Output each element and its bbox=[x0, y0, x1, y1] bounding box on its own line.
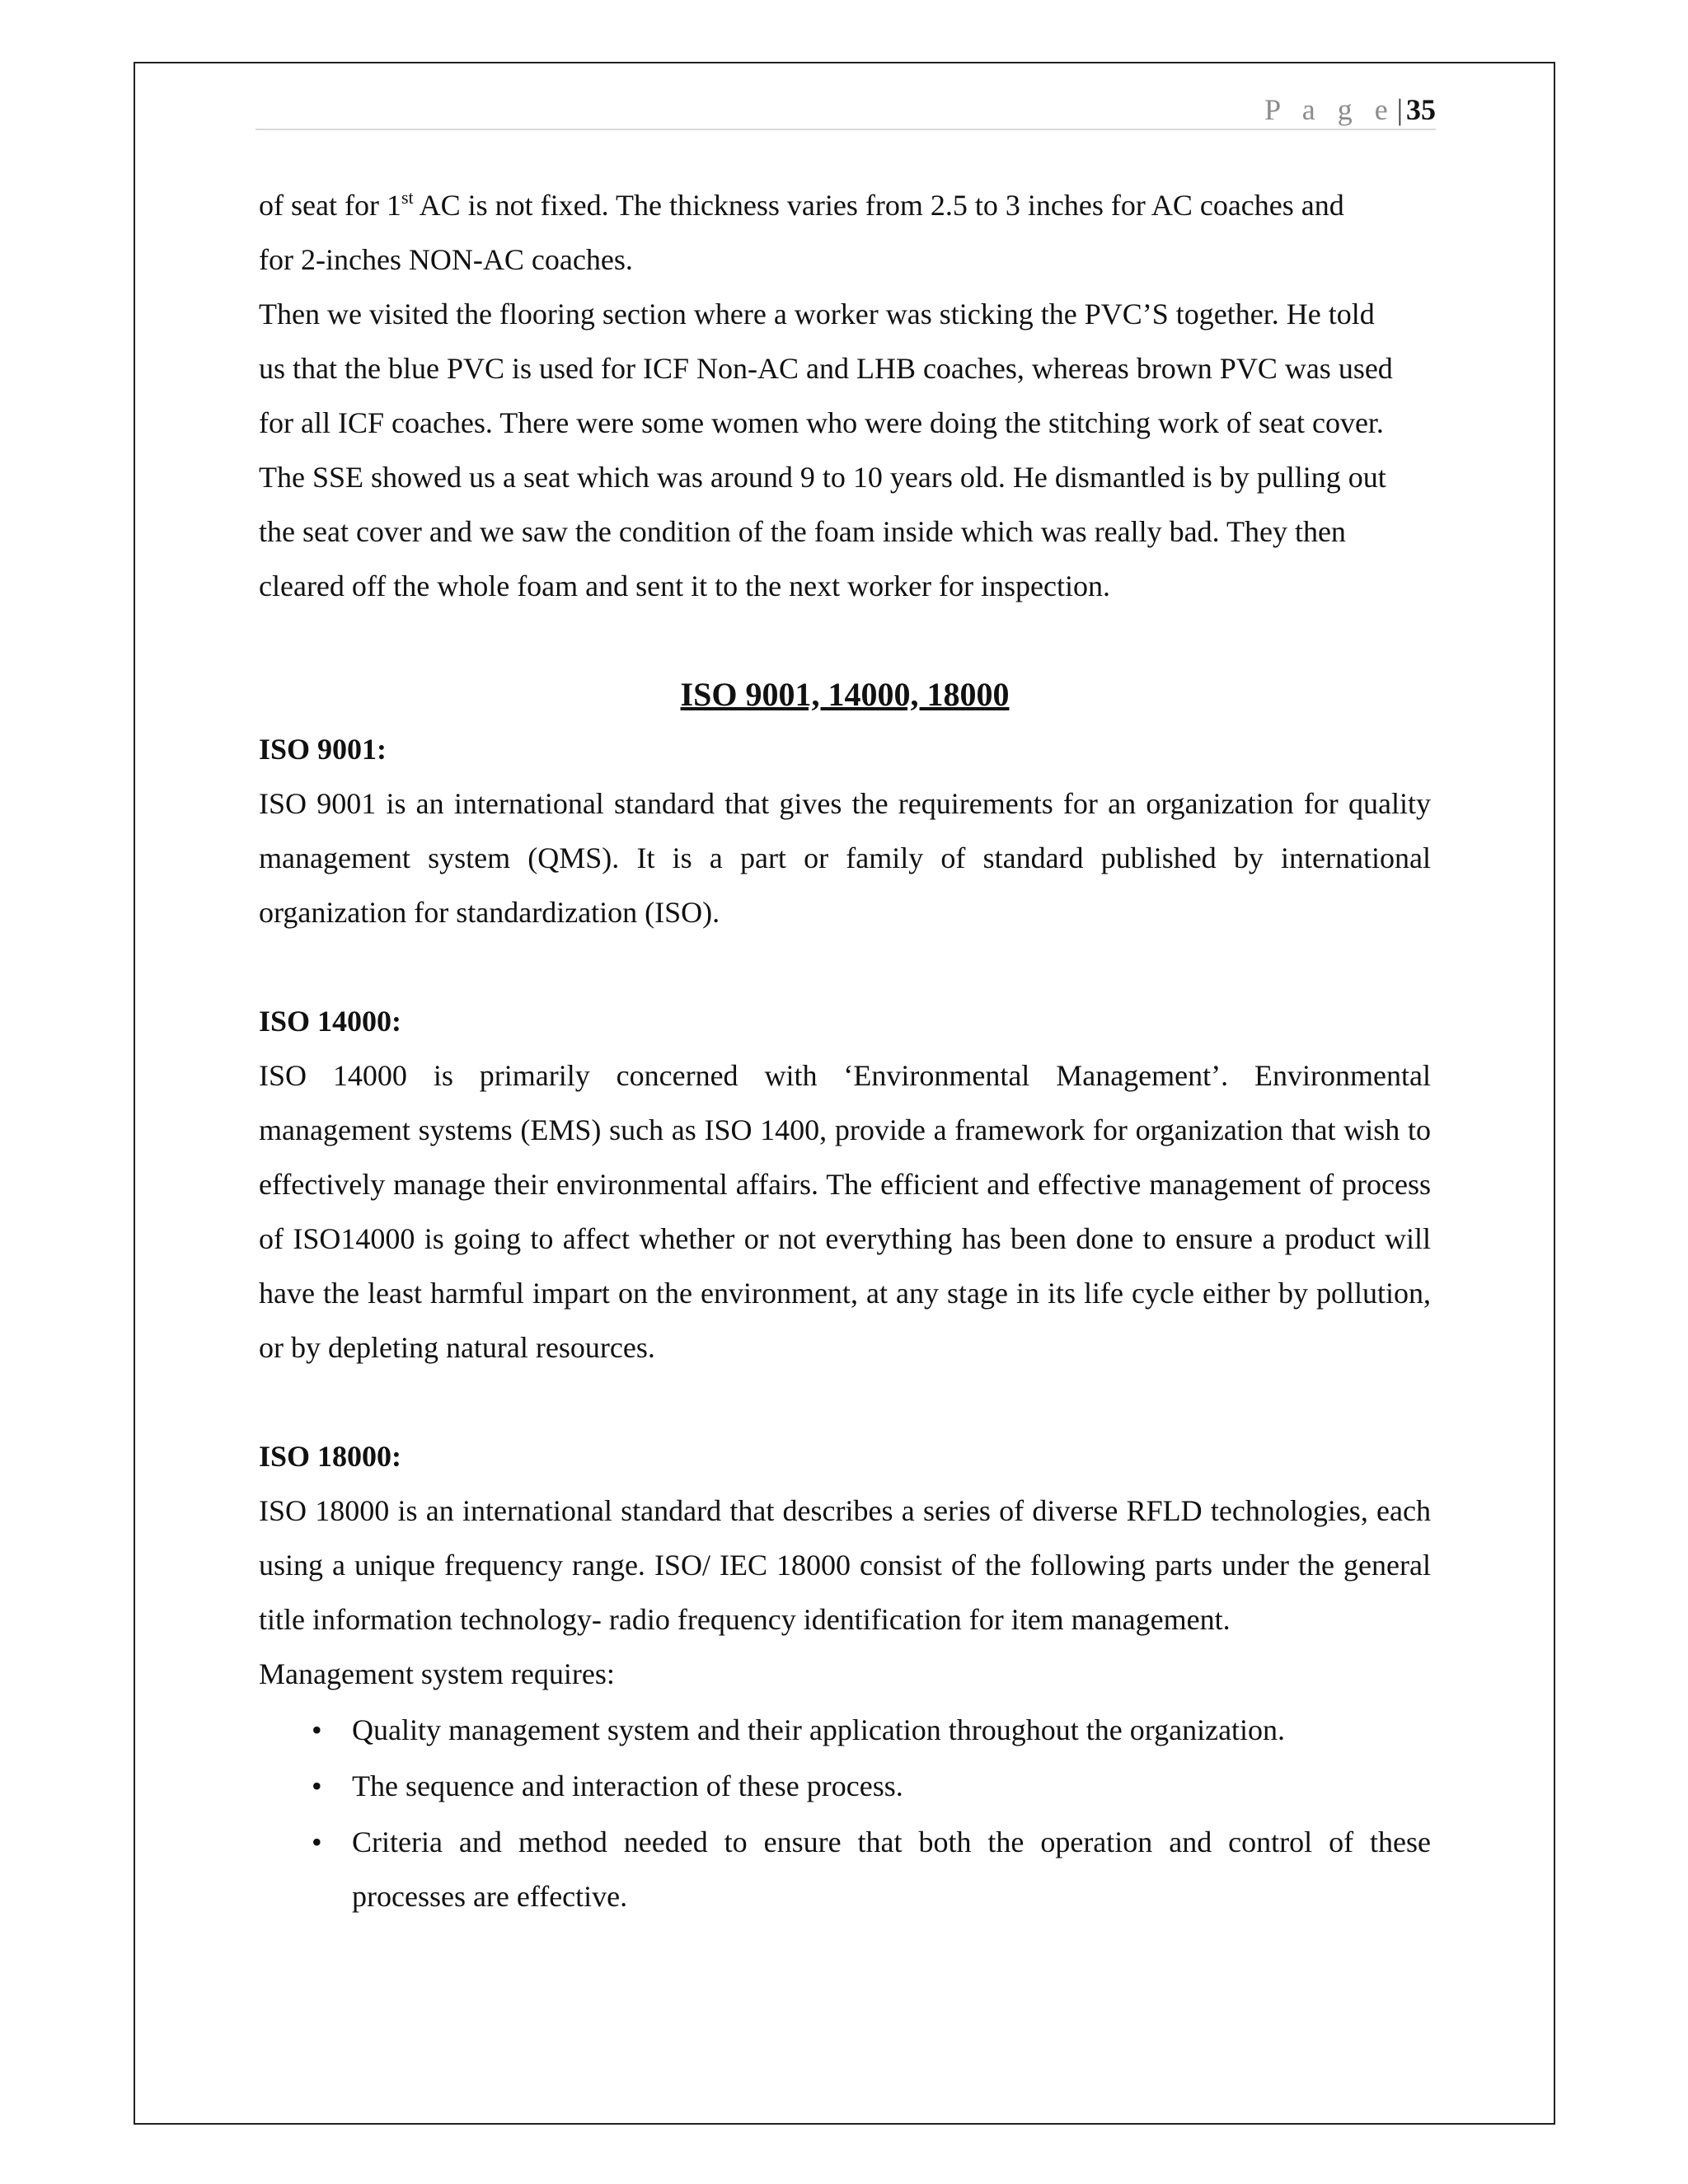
iso14000-body: ISO 14000 is primarily concerned with ‘Environmental Management’. Environmental management systems (EMS) such as ISO 1400, provide a framework for organization that wish to effectively manage their environmental affairs. The efficient and effective management of process of ISO14000 is going to affect whether or not everything has been done to ensure a product will have the least harmful impart on the environment, at any stage in its life cycle either by pollution, or by depleting natural resources. bbox=[259, 1059, 1431, 1364]
iso18000-heading: ISO 18000: bbox=[259, 1440, 402, 1473]
iso9001-heading: ISO 9001: bbox=[259, 733, 387, 766]
intro-paragraph-2: Then we visited the flooring section where a worker was sticking the PVC’S together. He told us that the blue PVC is used for ICF Non-AC and LHB coaches, whereas brown PVC was used for all ICF coaches. There were some women who were doing the stitching work of seat cover. The SSE showed us a seat which was around 9 to 10 years old. He dismantled is by pulling out the seat cover and we saw the condition of the foam inside which was really bad. They then cleared off the whole foam and sent it to the next worker for inspection. bbox=[259, 298, 1393, 602]
list-item bbox=[259, 1759, 1431, 1813]
list-item-text: Quality management system and their application throughout the organization. bbox=[352, 1713, 1286, 1746]
intro-line-2: for 2-inches NON-AC coaches. bbox=[259, 243, 633, 276]
intro-line-1-pre: of seat for 1 bbox=[259, 189, 401, 222]
requirements-list bbox=[259, 1703, 1431, 1924]
requires-line: Management system requires: bbox=[259, 1657, 615, 1690]
bullet-icon: • bbox=[312, 1713, 322, 1746]
iso18000-body: ISO 18000 is an international standard that describes a series of diverse RFLD technologies, each using a unique frequency range. ISO/ IEC 18000 consist of the following parts under the general title information technology- radio frequency identification for item management. bbox=[259, 1494, 1431, 1636]
bullet-icon: • bbox=[312, 1769, 322, 1802]
page-separator: | bbox=[1396, 93, 1403, 126]
section-title: ISO 9001, 14000, 18000 bbox=[680, 676, 1010, 713]
document-body bbox=[259, 178, 1431, 1925]
page-label: P a g e bbox=[1264, 93, 1395, 126]
intro-line-1-post: AC is not fixed. The thickness varies from 2.5 to 3 inches for AC coaches and bbox=[413, 189, 1344, 222]
list-item bbox=[259, 1703, 1431, 1757]
list-item-text: Criteria and method needed to ensure that both the operation and control of these processes are effective. bbox=[352, 1825, 1431, 1913]
bullet-icon: • bbox=[312, 1825, 322, 1858]
list-item-text: The sequence and interaction of these process. bbox=[352, 1769, 903, 1802]
page-header bbox=[256, 89, 1436, 130]
ordinal-suffix: st bbox=[401, 187, 414, 208]
iso14000-heading: ISO 14000: bbox=[259, 1005, 402, 1038]
iso9001-body: ISO 9001 is an international standard that gives the requirements for an organization for quality management system (QMS). It is a part or family of standard published by international organization for standardization (ISO). bbox=[259, 787, 1431, 929]
intro-paragraph-1 bbox=[259, 178, 1431, 287]
list-item bbox=[259, 1815, 1431, 1924]
page-number: 35 bbox=[1406, 93, 1436, 126]
